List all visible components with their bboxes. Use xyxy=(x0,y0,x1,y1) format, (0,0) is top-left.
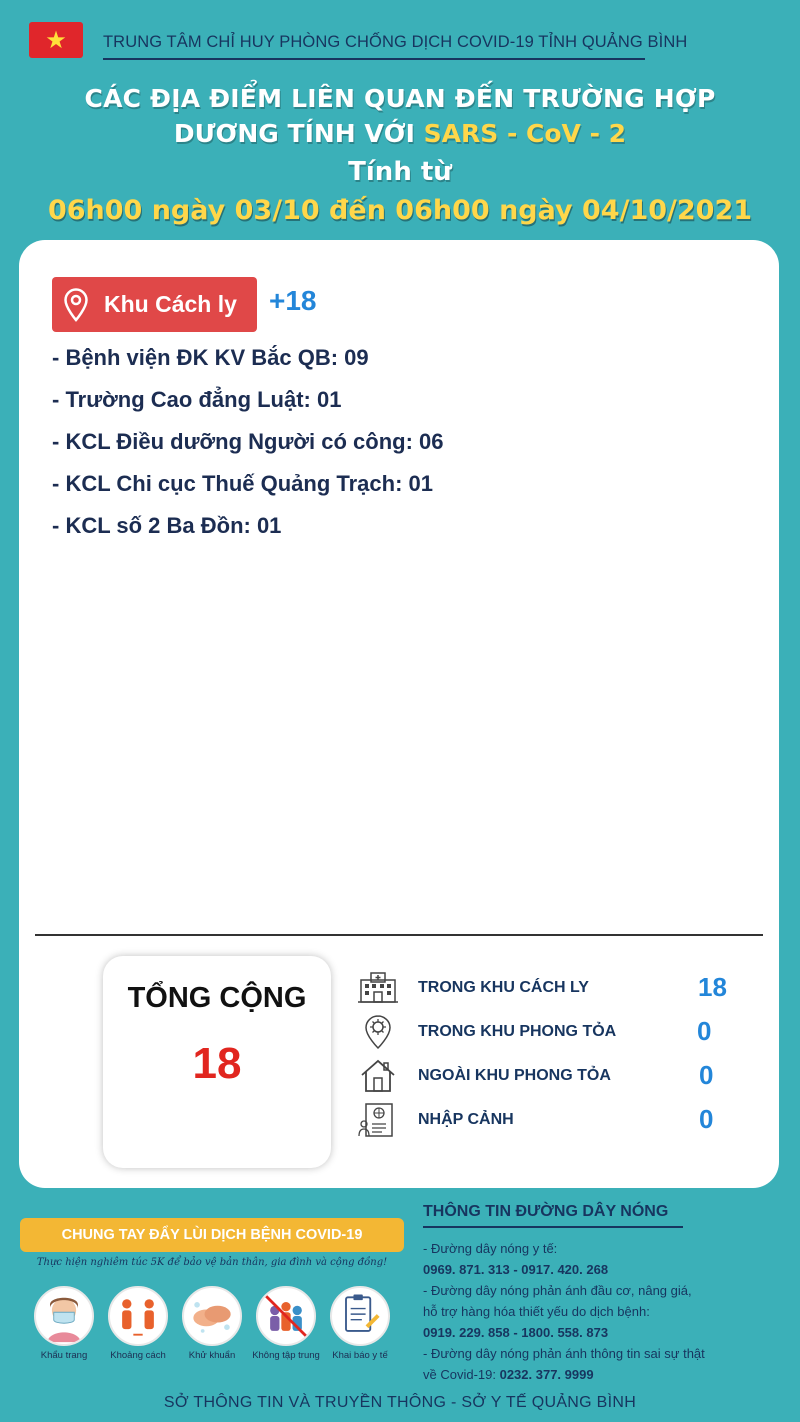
vietnam-flag-icon: ★ xyxy=(29,22,83,58)
mask-icon xyxy=(34,1286,94,1346)
list-item: - KCL số 2 Ba Đồn: 01 xyxy=(52,513,282,538)
tip-label: Khoảng cách xyxy=(110,1350,166,1361)
location-virus-icon xyxy=(357,1014,399,1050)
hotline-underline xyxy=(423,1226,683,1228)
tips-row xyxy=(28,1286,398,1376)
stat-value: 0 xyxy=(699,1060,714,1090)
list-item: - KCL Chi cục Thuế Quảng Trạch: 01 xyxy=(52,471,433,496)
stat-row xyxy=(357,970,757,1010)
list-item: - KCL Điều dưỡng Người có công: 06 xyxy=(52,429,444,454)
total-box xyxy=(103,956,331,1168)
period: 06h00 ngày 03/10 đến 06h00 ngày 04/10/2021 xyxy=(47,195,753,226)
tip-label: Khẩu trang xyxy=(40,1350,88,1361)
footer: SỞ THÔNG TIN VÀ TRUYỀN THÔNG - SỞ Y TẾ QUẢNG BÌNH xyxy=(163,1394,637,1411)
stat-label: NHẬP CẢNH xyxy=(418,1111,514,1128)
health-declaration-icon xyxy=(330,1286,390,1346)
passport-icon xyxy=(357,1102,399,1138)
map-pin-icon xyxy=(64,288,88,322)
list-item: - Trường Cao đẳng Luật: 01 xyxy=(52,387,342,412)
title-line-2-prefix: DƯƠNG TÍNH VỚI xyxy=(173,119,424,148)
tip-label: Không tập trung xyxy=(252,1350,320,1361)
zone-label: Khu Cách ly xyxy=(104,291,237,317)
stat-label: TRONG KHU CÁCH LY xyxy=(418,979,589,996)
hotline-text: - Đường dây nóng phản ánh đầu cơ, nâng giá, xyxy=(423,1283,692,1298)
hotline-block xyxy=(423,1238,793,1385)
no-gathering-icon xyxy=(256,1286,316,1346)
main-card xyxy=(19,240,779,1188)
stat-row xyxy=(357,1102,757,1142)
distance-icon xyxy=(108,1286,168,1346)
campaign-subtitle: Thực hiện nghiêm túc 5K để bảo vệ bản thân, gia đình và cộng đồng! xyxy=(36,1257,388,1268)
house-icon xyxy=(357,1058,399,1094)
org-name: TRUNG TÂM CHỈ HUY PHÒNG CHỐNG DỊCH COVID-19 TỈNH QUẢNG BÌNH xyxy=(103,33,688,51)
tip-disinfect xyxy=(176,1286,248,1361)
divider xyxy=(35,934,763,936)
tip-label: Khai báo y tế xyxy=(332,1350,388,1361)
zone-count: +18 xyxy=(269,285,317,316)
hotline-number: 0969. 871. 313 - 0917. 420. 268 xyxy=(423,1262,609,1277)
hotline-text: - Đường dây nóng y tế: xyxy=(423,1241,558,1256)
stat-value: 0 xyxy=(699,1104,714,1134)
handwash-icon xyxy=(182,1286,242,1346)
stat-label: NGOÀI KHU PHONG TỎA xyxy=(418,1067,611,1084)
stat-row xyxy=(357,1014,757,1054)
tip-distance xyxy=(102,1286,174,1361)
hotline-text-prefix: về Covid-19: xyxy=(423,1367,500,1382)
title-line-2 xyxy=(0,119,800,148)
title-line-1: CÁC ĐỊA ĐIỂM LIÊN QUAN ĐẾN TRƯỜNG HỢP xyxy=(84,84,716,113)
tip-mask xyxy=(28,1286,100,1361)
org-underline xyxy=(103,58,645,60)
hotline-text xyxy=(423,1364,793,1385)
hotline-text: - Đường dây nóng phản ánh thông tin sai sự thật xyxy=(423,1346,705,1361)
list-item: - Bệnh viện ĐK KV Bắc QB: 09 xyxy=(52,345,369,370)
stat-label: TRONG KHU PHONG TỎA xyxy=(418,1023,617,1040)
total-value: 18 xyxy=(192,1039,242,1088)
tip-no-gathering xyxy=(250,1286,322,1361)
location-list xyxy=(52,342,444,552)
tip-label: Khử khuẩn xyxy=(188,1350,236,1361)
hotline-title: THÔNG TIN ĐƯỜNG DÂY NÓNG xyxy=(423,1203,669,1220)
hotline-number: 0919. 229. 858 - 1800. 558. 873 xyxy=(423,1325,609,1340)
since-label: Tính từ xyxy=(348,157,452,187)
stat-value: 18 xyxy=(698,972,727,1002)
title-line-2-highlight: SARS - CoV - 2 xyxy=(423,119,627,148)
hotline-number: 0232. 377. 9999 xyxy=(499,1367,594,1382)
stat-value: 0 xyxy=(697,1016,712,1046)
tip-declare xyxy=(324,1286,396,1361)
zone-tag xyxy=(52,277,257,332)
campaign-banner: CHUNG TAY ĐẨY LÙI DỊCH BỆNH COVID-19 xyxy=(20,1218,404,1252)
stat-row xyxy=(357,1058,757,1098)
hospital-icon xyxy=(357,970,399,1006)
hotline-text: hỗ trợ hàng hóa thiết yếu do dịch bệnh: xyxy=(423,1304,650,1319)
total-label: TỔNG CỘNG xyxy=(127,982,307,1014)
